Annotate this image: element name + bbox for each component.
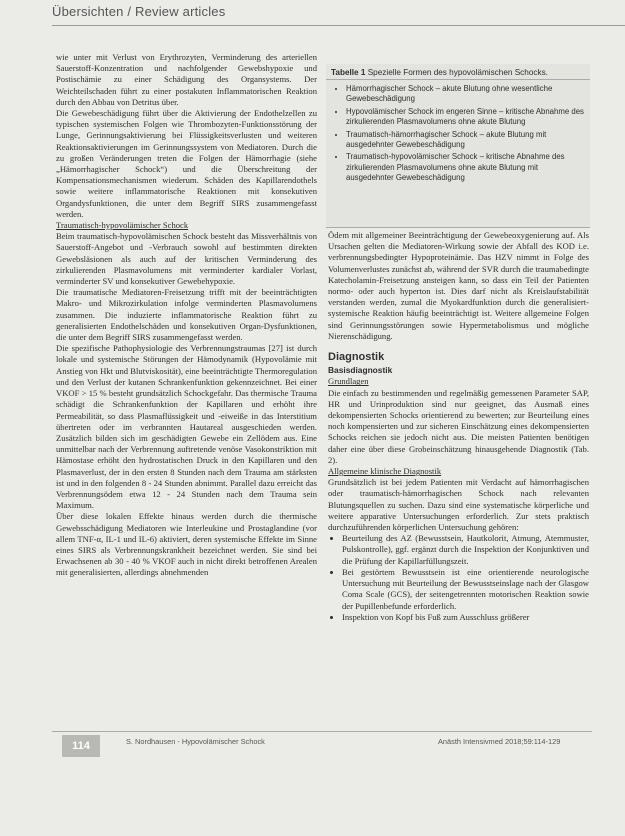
footer-left-text: S. Nordhausen - Hypovolämischer Schock xyxy=(126,737,265,746)
subheading: Grundlagen xyxy=(328,376,369,387)
left-column xyxy=(56,52,317,579)
list-item: • Bei gestörtem Bewusstsein ist eine orientierende neurologische Untersuchung mit Beurteilung der Bewusstseinslage nach der Glasgow Coma Scale (GCS), der seitengetrennten motorischen Reaktion sowie der Pupillenbefunde erforderlich. xyxy=(342,567,589,612)
table-bottom-rule xyxy=(326,227,590,228)
header-rule xyxy=(52,25,625,26)
paragraph: Die traumatische Mediatoren-Freisetzung trifft mit der beeinträchtigten Makro- und Mikrozirkulation infolge verminderten Plasmavolumens zusammen. Die induzierte inflammatorische Reaktion führt zu generalisierten Endothelschäden und konsekutiven Organ-Dysfunktionen, die unter dem Begriff SIRS zusammengefasst werden. xyxy=(56,287,317,343)
paragraph: Über diese lokalen Effekte hinaus werden durch die thermische Gewebsschädigung Mediatoren wie Interleukine und Prostaglandine (vor allem TNF-α, IL-1 und IL-6) aktiviert, deren systemische Effekte im Sinne eines SIRS als Verbrennungskrankheit bezeichnet werden. Sie sind bei Erwachsenen ab 30 - 40 % VKOF auch in nicht direkt betroffenen Arealen mit generalisierten, allerdings abnehmenden xyxy=(56,511,317,578)
table-item: • Traumatisch-hämorrhagischer Schock – akute Blutung mit ausgedehnter Gewebeschädigung xyxy=(346,130,584,151)
paragraph: Beim traumatisch-hypovolämischen Schock besteht das Missverhältnis von Sauerstoff-Angebot und -Verbrauch sowohl auf bestimmten direkten Gewebsläsionen als auch auf der kritischen Verminderung des zirkulierenden Plasmavolumens mit verminderter kardialer Vorlast, verminderter SV und konsekutiver Gewebehypoxie. xyxy=(56,231,317,287)
paragraph: Die Gewebeschädigung führt über die Aktivierung der Endothelzellen zu typischen systemischen Folgen wie Thrombozyten-Funktionsstörung der Lunge, Gerinnungsaktivierung bei Flüssigkeitsverlusten und weiteren Reaktionsaktivierungen im Gerinnungssystem von Mediatoren. Durch die zu großen Veränderungen treten die Folgen der Hämorrhagie (siehe „Hämorrhagischer Schock“) und die Überschreitung der Kompensationsmechanismen wiederum. Schäden des Kapillarendothels sowie weitere inflammatorische Reaktionen mit konsekutiven Organdysfunktionen, die unter dem Begriff SIRS zusammengefasst werden. xyxy=(56,108,317,219)
list-item: • Beurteilung des AZ (Bewusstsein, Hautkolorit, Atmung, Atemmuster, Pulskontrolle), ggf. ergänzt durch die Inspektion der Konjunktiven und die Prüfung der Kapillarfüllungszeit. xyxy=(342,533,589,567)
table-list xyxy=(326,84,590,184)
table-item: • Traumatisch-hypovolämischer Schock – kritische Abnahme des zirkulierenden Plasmavolumens ohne akute Blutung mit ausgedehnter Gewebeschädigung xyxy=(346,152,584,183)
subheading: Traumatisch-hypovolämischer Schock xyxy=(56,220,189,231)
table-label: Tabelle 1 xyxy=(331,68,366,77)
section-title: Diagnostik xyxy=(328,351,385,364)
table-item: • Hypovolämischer Schock im engeren Sinne – kritische Abnahme des zirkulierenden Plasmavolumens ohne akute Blutung xyxy=(346,107,584,128)
paragraph: Die spezifische Pathophysiologie des Verbrennungstraumas [27] ist durch lokale und systemische Störungen der Hämodynamik (Hypovolämie mit Anstieg von Hkt und Blutviskosität), eine beeinträchtigte Thermoregulation und den Verlust der kutanen Schrankenfunktion gekennzeichnet. Bei einer VKOF > 15 % besteht grundsätzlich Schockgefahr. Das thermische Trauma schädigt die Schrankenfunktion der Kapillaren und erhöht ihre Permeabilität, so dass Plasmaflüssigkeit und -eiweiße in das Interstitium übertreten oder im verbrannten Hautareal ausgeschieden werden. Zusätzlich bilden sich im geschädigten Gewebe ein Zellödem aus. Eine unmittelbar nach der Verbrennung auftretende venöse Vasokonstriktion mit Hämostase erhöht den hydrostatischen Druck in den Kapillaren und den Plasmaverlust, der in den ersten 8 Stunden nach dem Trauma am stärksten ist und in den folgenden 8 - 24 Stunden abnimmt. Parallel dazu erreicht das Verbrennungsödem etwa 12 - 24 Stunden nach dem Trauma sein Maximum. xyxy=(56,343,317,511)
footer-right-text: Anästh Intensivmed 2018;59:114-129 xyxy=(438,737,561,746)
right-column xyxy=(328,230,589,623)
table-item: • Hämorrhagischer Schock – akute Blutung ohne wesentliche Gewebeschädigung xyxy=(346,84,584,105)
section-subtitle: Basisdiagnostik xyxy=(328,365,393,376)
list-item: • Inspektion von Kopf bis Fuß zum Ausschluss größerer xyxy=(342,612,589,623)
subheading: Allgemeine klinische Diagnostik xyxy=(328,466,442,477)
footer-rule xyxy=(52,731,592,732)
bullet-list xyxy=(328,533,589,623)
paragraph: Grundsätzlich ist bei jedem Patienten mit Verdacht auf hämorrhagischen oder traumatisch-hämorrhagischen Schock nach relevanten Blutungsquellen zu suchen. Dazu sind eine systematische körperliche und weitere apparative Untersuchungen erforderlich. Zur stets praktisch durchzuführenden körperlichen Untersuchung gehören: xyxy=(328,477,589,533)
paragraph: wie unter mit Verlust von Erythrozyten, Verminderung des arteriellen Sauerstoff-Konzentration und nachfolgender Gewebshypoxie und Postischämie zu einer Schädigung des Organsystems. Der Weichteilschaden führt zu einer postakuten Inflammatorischen Reaktion durch den Abbau von Detritus über. xyxy=(56,52,317,107)
table-title: Spezielle Formen des hypovolämischen Schocks. xyxy=(367,68,548,77)
table-box xyxy=(326,64,590,228)
paragraph: Die einfach zu bestimmenden und regelmäßig gemessenen Parameter SAP, HR und Urinproduktion sind nur geeignet, das Ausmaß eines dekompensierten Schocks orientierend zu bewerten; zur Beurteilung eines noch kompensierten und zur sicheren Einschätzung eines dekompensierten Schocks reichen sie jedoch nicht aus. Die meisten Patienten benötigen daher eine über diese Grobeinschätzung hinausgehende Diagnostik (Tab. 2). xyxy=(328,387,589,465)
header-title: Übersichten / Review articles xyxy=(52,4,226,19)
page-number: 114 xyxy=(62,735,100,757)
paragraph: Ödem mit allgemeiner Beeinträchtigung der Gewebeoxygenierung auf. Als Ursachen gelten die Mediatoren-Wirkung sowie der Abfall des KOD i.e. verbrennungsbedingter Hypoproteinämie. Das HZV nimmt in Folge des Volumenverlustes zunächst ab, während der SVR durch die traumabedingte Katecholamin-Freisetzung ansteigen kann, so dass ein Teil der Patienten normo- oder auch hyperton ist. Dies darf nicht als Kreislaufstabilität verstanden werden, zumal die Myokardfunktion durch die generalisiert-systemische Reaktion häufig beeinträchtigt ist. Weitere allgemeine Folgen sind Gerinnungsstörungen sowie Hypermetabolismus und mögliche Nierenschädigung. xyxy=(328,230,589,341)
table-caption xyxy=(326,64,590,80)
page-header xyxy=(52,4,625,28)
